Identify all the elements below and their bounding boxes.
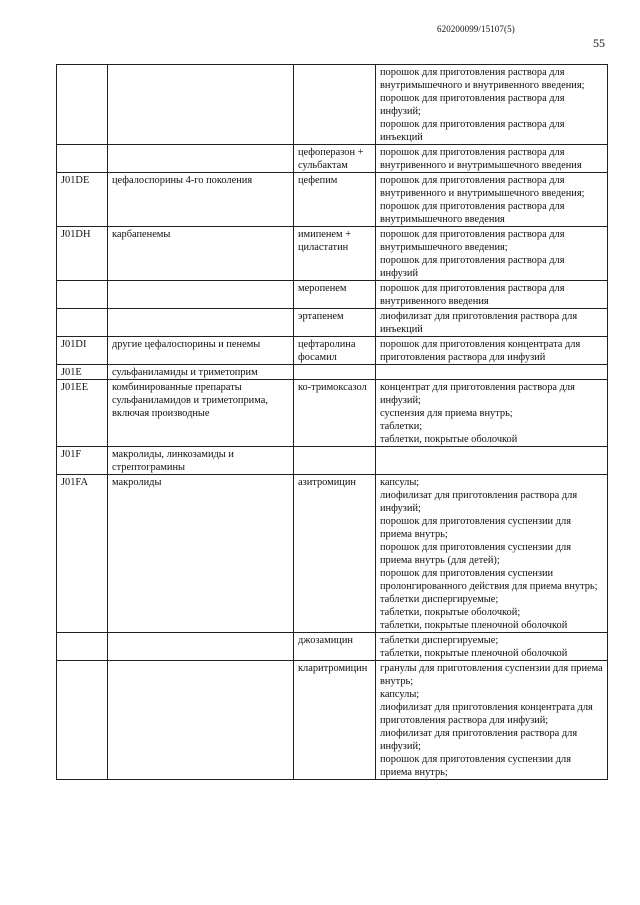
dosage-form-item: порошок для приготовления раствора для инфузий; bbox=[380, 93, 565, 117]
drug-name-cell: цефепим bbox=[294, 173, 376, 227]
document-id: 620200099/15107(5) bbox=[437, 24, 515, 34]
table-row bbox=[57, 227, 608, 281]
dosage-forms-cell bbox=[376, 227, 608, 281]
table-row bbox=[57, 447, 608, 475]
dosage-form-item: порошок для приготовления раствора для внутримышечного введения; bbox=[380, 229, 565, 253]
group-name-cell bbox=[108, 281, 294, 309]
group-name-cell: комбинированные препараты сульфаниламидов и триметоприма, включая производные bbox=[108, 380, 294, 447]
dosage-form-item: лиофилизат для приготовления концентрата для приготовления раствора для инфузий; bbox=[380, 702, 593, 726]
table-row bbox=[57, 633, 608, 661]
drug-name-cell: ко-тримоксазол bbox=[294, 380, 376, 447]
table-row bbox=[57, 661, 608, 780]
dosage-form-item: порошок для приготовления раствора для внутривенного и внутримышечного введения bbox=[380, 147, 582, 171]
dosage-forms-cell bbox=[376, 380, 608, 447]
dosage-form-item: порошок для приготовления суспензии для приема внутрь; bbox=[380, 754, 571, 778]
dosage-forms-cell bbox=[376, 309, 608, 337]
atc-code-cell bbox=[57, 65, 108, 145]
drug-name-cell: цефтаролина фосамил bbox=[294, 337, 376, 365]
dosage-form-item: порошок для приготовления суспензии пролонгированного действия для приема внутрь; bbox=[380, 568, 598, 592]
dosage-forms-cell bbox=[376, 365, 608, 380]
dosage-form-item: порошок для приготовления концентрата для приготовления раствора для инфузий bbox=[380, 339, 581, 363]
dosage-forms-cell bbox=[376, 281, 608, 309]
group-name-cell: карбапенемы bbox=[108, 227, 294, 281]
dosage-form-item: порошок для приготовления раствора для внутривенного и внутримышечного введения; bbox=[380, 175, 585, 199]
drug-table bbox=[56, 64, 608, 780]
dosage-form-item: порошок для приготовления раствора для внутривенного введения bbox=[380, 283, 565, 307]
dosage-form-item: лиофилизат для приготовления раствора для инфузий; bbox=[380, 490, 578, 514]
group-name-cell bbox=[108, 661, 294, 780]
atc-code-cell bbox=[57, 309, 108, 337]
dosage-form-item: концентрат для приготовления раствора для инфузий; bbox=[380, 382, 575, 406]
atc-code-cell bbox=[57, 281, 108, 309]
group-name-cell bbox=[108, 633, 294, 661]
table-row bbox=[57, 145, 608, 173]
atc-code-cell bbox=[57, 661, 108, 780]
drug-name-cell bbox=[294, 447, 376, 475]
table-row bbox=[57, 380, 608, 447]
drug-name-cell: эртапенем bbox=[294, 309, 376, 337]
dosage-form-item: гранулы для приготовления суспензии для приема внутрь; bbox=[380, 663, 603, 687]
dosage-form-item: капсулы; bbox=[380, 477, 420, 488]
drug-name-cell: цефоперазон + сульбактам bbox=[294, 145, 376, 173]
table-row bbox=[57, 173, 608, 227]
dosage-form-item: порошок для приготовления суспензии для приема внутрь; bbox=[380, 516, 571, 540]
drug-name-cell: имипенем + циластатин bbox=[294, 227, 376, 281]
drug-name-cell: меропенем bbox=[294, 281, 376, 309]
dosage-forms-cell bbox=[376, 447, 608, 475]
dosage-forms-cell bbox=[376, 475, 608, 633]
table-row bbox=[57, 309, 608, 337]
dosage-forms-cell bbox=[376, 65, 608, 145]
dosage-form-item: порошок для приготовления раствора для инъекций bbox=[380, 119, 565, 143]
group-name-cell bbox=[108, 145, 294, 173]
table-row bbox=[57, 65, 608, 145]
dosage-form-item: таблетки диспергируемые; bbox=[380, 594, 499, 605]
atc-code-cell bbox=[57, 145, 108, 173]
table-row bbox=[57, 337, 608, 365]
dosage-forms-cell bbox=[376, 633, 608, 661]
dosage-form-item: таблетки, покрытые пленочной оболочкой bbox=[380, 620, 568, 631]
drug-name-cell: азитромицин bbox=[294, 475, 376, 633]
group-name-cell: макролиды bbox=[108, 475, 294, 633]
table-row bbox=[57, 475, 608, 633]
dosage-form-item: суспензия для приема внутрь; bbox=[380, 408, 513, 419]
atc-code-cell: J01DE bbox=[57, 173, 108, 227]
atc-code-cell: J01E bbox=[57, 365, 108, 380]
atc-code-cell: J01DI bbox=[57, 337, 108, 365]
table-row bbox=[57, 365, 608, 380]
dosage-forms-cell bbox=[376, 145, 608, 173]
atc-code-cell: J01FA bbox=[57, 475, 108, 633]
atc-code-cell: J01DH bbox=[57, 227, 108, 281]
dosage-form-item: таблетки; bbox=[380, 421, 423, 432]
dosage-forms-cell bbox=[376, 661, 608, 780]
page-number: 55 bbox=[593, 36, 605, 50]
group-name-cell: другие цефалоспорины и пенемы bbox=[108, 337, 294, 365]
drug-name-cell bbox=[294, 365, 376, 380]
group-name-cell bbox=[108, 65, 294, 145]
table-row bbox=[57, 281, 608, 309]
dosage-forms-cell bbox=[376, 173, 608, 227]
atc-code-cell: J01F bbox=[57, 447, 108, 475]
group-name-cell bbox=[108, 309, 294, 337]
atc-code-cell bbox=[57, 633, 108, 661]
dosage-form-item: порошок для приготовления раствора для внутримышечного и внутривенного введения; bbox=[380, 67, 585, 91]
dosage-form-item: порошок для приготовления раствора для инфузий bbox=[380, 255, 565, 279]
dosage-form-item: лиофилизат для приготовления раствора для инъекций bbox=[380, 311, 578, 335]
group-name-cell: макролиды, линкозамиды и стрептограмины bbox=[108, 447, 294, 475]
group-name-cell: цефалоспорины 4-го поколения bbox=[108, 173, 294, 227]
group-name-cell: сульфаниламиды и триметоприм bbox=[108, 365, 294, 380]
dosage-form-item: таблетки, покрытые оболочкой bbox=[380, 434, 518, 445]
drug-name-cell bbox=[294, 65, 376, 145]
atc-code-cell: J01EE bbox=[57, 380, 108, 447]
dosage-form-item: таблетки диспергируемые; bbox=[380, 635, 499, 646]
dosage-form-item: таблетки, покрытые пленочной оболочкой bbox=[380, 648, 568, 659]
dosage-form-item: капсулы; bbox=[380, 689, 420, 700]
dosage-forms-cell bbox=[376, 337, 608, 365]
dosage-form-item: порошок для приготовления суспензии для приема внутрь (для детей); bbox=[380, 542, 571, 566]
dosage-form-item: порошок для приготовления раствора для внутримышечного введения bbox=[380, 201, 565, 225]
drug-name-cell: джозамицин bbox=[294, 633, 376, 661]
drug-name-cell: кларитромицин bbox=[294, 661, 376, 780]
dosage-form-item: таблетки, покрытые оболочкой; bbox=[380, 607, 521, 618]
dosage-form-item: лиофилизат для приготовления раствора для инфузий; bbox=[380, 728, 578, 752]
